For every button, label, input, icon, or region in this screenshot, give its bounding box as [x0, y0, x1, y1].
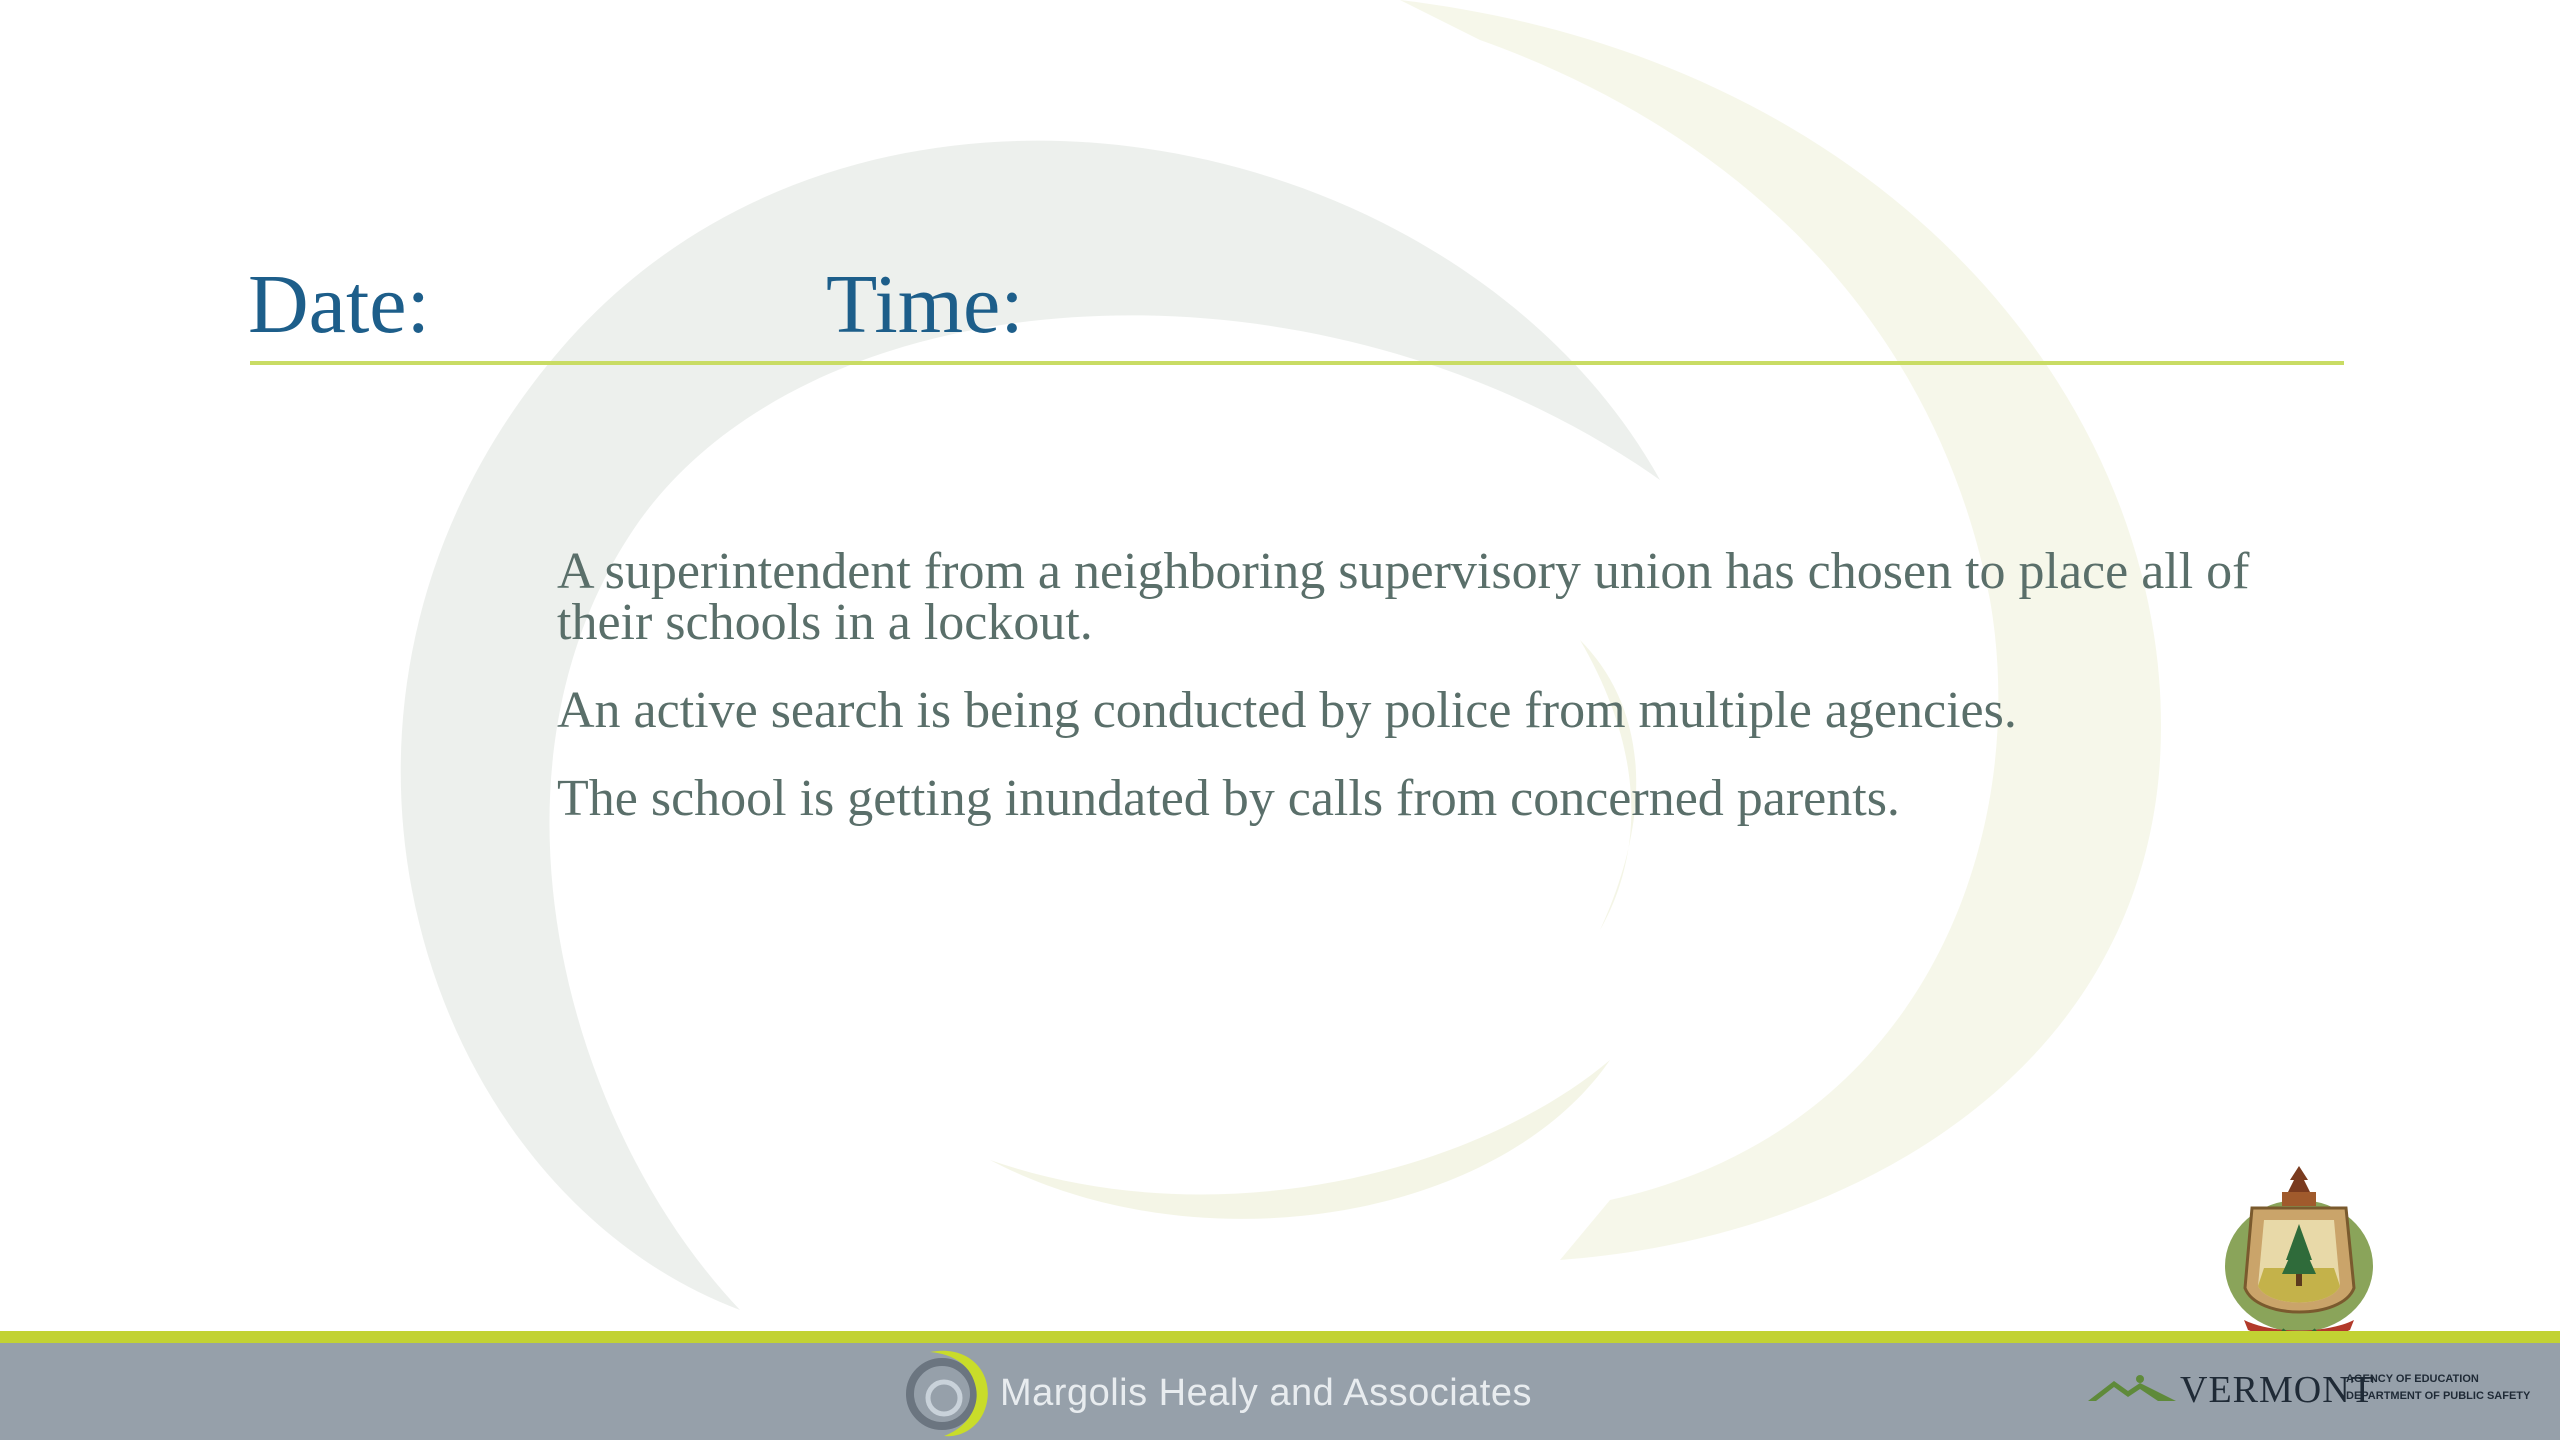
agency-line: DEPARTMENT OF PUBLIC SAFETY [2346, 1390, 2531, 1402]
scenario-paragraph: The school is getting inundated by calls from concerned parents. [557, 770, 1900, 827]
vermont-logo [2088, 1365, 2548, 1425]
date-time-heading [248, 250, 2348, 360]
margolis-healy-swirl-logo-icon [900, 1344, 995, 1439]
vermont-state-seal-icon [2212, 1158, 2387, 1343]
vermont-wordmark: VERMONT [2180, 1369, 2375, 1411]
date-label: Date: [248, 258, 430, 351]
heading-divider [250, 361, 2344, 365]
vermont-mountain-logo-icon [2088, 1373, 2176, 1405]
organization-name: Margolis Healy and Associates [1000, 1372, 1532, 1414]
agency-line: AGENCY OF EDUCATION [2346, 1373, 2479, 1385]
time-label: Time: [826, 258, 1024, 351]
agency-names [2346, 1371, 2530, 1405]
scenario-paragraph: A superintendent from a neighboring supervisory union has chosen to place all of their schools in a lockout. [557, 543, 2250, 651]
scenario-text [557, 543, 2257, 861]
scenario-paragraph: An active search is being conducted by police from multiple agencies. [557, 682, 2017, 739]
footer-accent-stripe [0, 1331, 2560, 1343]
